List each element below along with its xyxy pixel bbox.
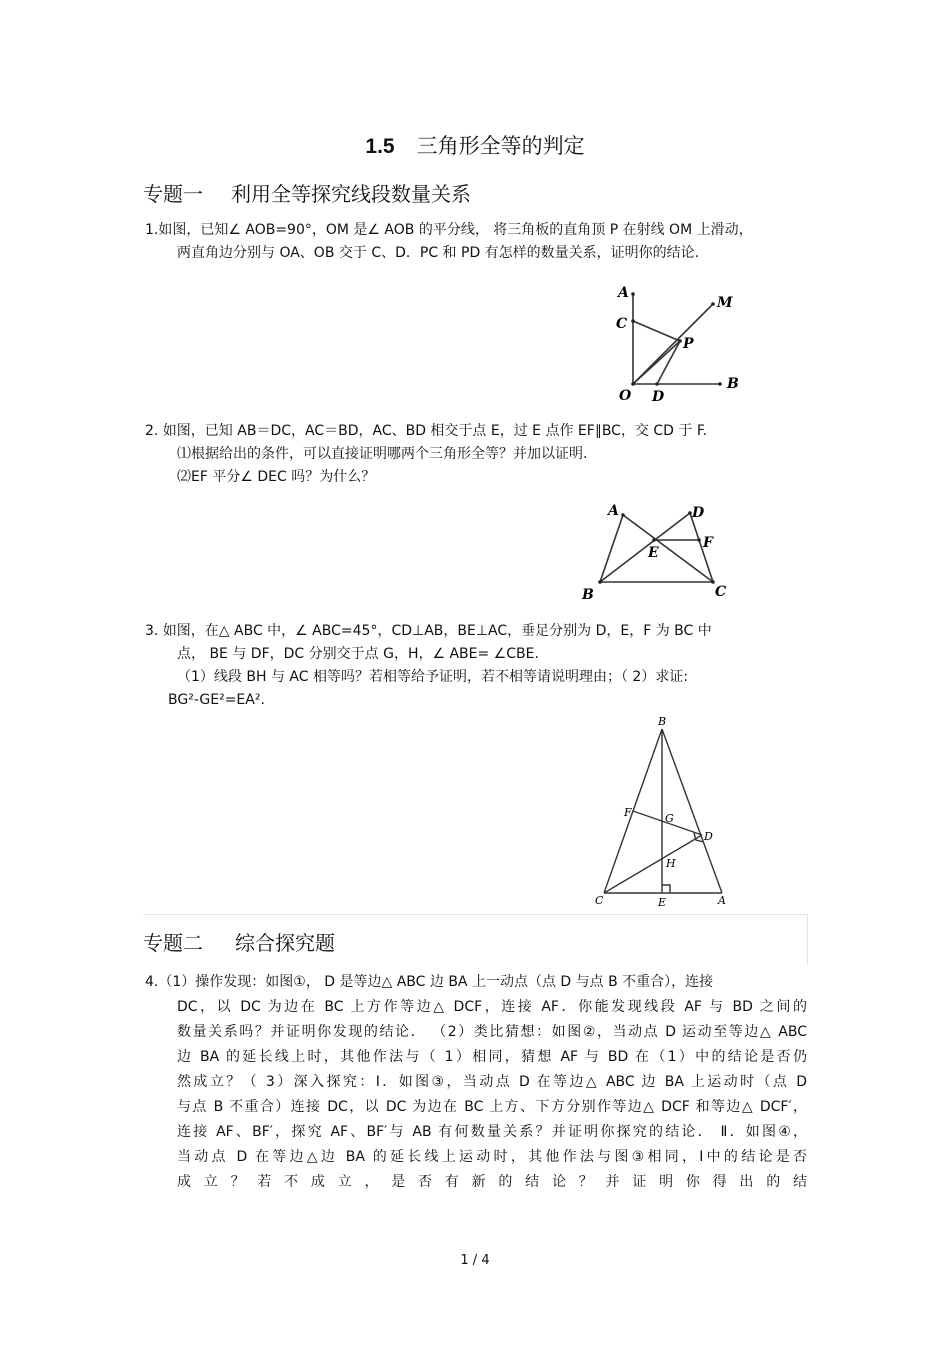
fig3-label-d: D [704, 830, 713, 843]
q4-line8: 当动点 D 在等边△边 BA 的延长线上运动时，其他作法与图③相同，Ⅰ中的结论是否 [177, 1149, 807, 1165]
fig3-label-h: H [666, 857, 676, 870]
fig1-segment-cp [633, 321, 680, 341]
q1-line2: 两直角边分别与 OA、OB 交于 C、D．PC 和 PD 有怎样的数量关系，证明你的结论. [177, 245, 700, 261]
q4-line5: 然成立？（ 3）深入探究：Ⅰ．如图③，当动点 D 在等边△ ABC 边 BA 上运动时（点 D [177, 1074, 807, 1090]
section2-title: 综合探究题 [235, 931, 335, 955]
q4-line9: 成 立 ？ 若 不 成 立 ， 是 否 有 新 的 结 论 ？ 并 证 明 你 得 出 的 结 [177, 1174, 807, 1190]
q3-line4: BG²-GE²=EA². [168, 692, 265, 708]
fig3-label-b: B [658, 715, 667, 728]
fig1-label-c: C [616, 316, 628, 332]
question-1 [145, 219, 807, 265]
title-number: 1.5 [365, 135, 395, 158]
fig2-segment-bd [600, 513, 690, 582]
page-title [0, 130, 950, 160]
fig3-segment-cd [604, 835, 702, 893]
section1-heading [143, 178, 471, 207]
fig1-label-o: O [619, 388, 632, 404]
fig1-label-d: D [652, 389, 665, 405]
q4-line6: 与点 B 不重合）连接 DC，以 DC 为边在 BC 上方、下方分别作等边△ DCF 和等边△ DCF′， [177, 1099, 807, 1115]
fig1-segment-op [633, 341, 680, 384]
question-4 [145, 970, 807, 1195]
fig3-label-f: F [624, 806, 632, 819]
fig2-label-b: B [582, 587, 594, 603]
fig3-label-a: A [718, 894, 726, 907]
q4-line7: 连接 AF、BF′，探究 AF、BF′与 AB 有何数量关系？并证明你探究的结论． Ⅱ．如图④， [177, 1124, 807, 1140]
q4-line1: 4.（1）操作发现：如图①， D 是等边△ ABC 边 BA 上一动点（点 D 与点 B 不重合），连接 [145, 974, 714, 990]
fig1-label-b: B [727, 376, 739, 392]
q3-line3: （1）线段 BH 与 AC 相等吗？若相等给予证明，若不相等请说明理由；（ 2）求证: [177, 669, 689, 685]
fig2-label-a: A [608, 503, 619, 519]
q3-line1: 3. 如图，在△ ABC 中，∠ ABC=45°，CD⊥AB，BE⊥AC，垂足分别为 D，E，F 为 BC 中 [145, 623, 712, 639]
fig2-segment-ac [623, 515, 713, 582]
fig2-segment-ab [600, 515, 623, 582]
fig1-label-p: P [683, 336, 694, 352]
q4-line2: DC，以 DC 为边在 BC 上方作等边△ DCF，连接 AF．你能发现线段 AF 与 BD 之间的 [177, 999, 807, 1015]
fig2-label-c: C [715, 584, 727, 600]
fig2-label-e: E [648, 545, 659, 561]
fig1-label-a: A [618, 285, 629, 301]
question-3 [145, 620, 807, 712]
fig1-label-m: M [717, 295, 733, 311]
fig3-label-c: C [595, 894, 604, 907]
q4-line3: 数量关系吗？并证明你发现的结论． （2）类比猜想：如图②，当动点 D 运动至等边△ ABC [177, 1024, 807, 1040]
figure-3 [590, 715, 740, 915]
fig3-label-g: G [665, 812, 674, 825]
fig2-label-d: D [692, 505, 705, 521]
figure-1 [600, 280, 760, 410]
q2-line1: 2. 如图，已知 AB＝DC，AC＝BD，AC、BD 相交于点 E，过 E 点作 EF∥BC，交 CD 于 F. [145, 423, 708, 439]
question-2 [145, 420, 807, 489]
title-text: 三角形全等的判定 [416, 134, 585, 158]
q1-line1: 1.如图，已知∠ AOB=90°，OM 是∠ AOB 的平分线， 将三角板的直角顶 P 在射线 OM 上滑动， [145, 222, 753, 238]
fig3-label-e: E [658, 896, 667, 909]
q4-line4: 边 BA 的延长线上时，其他作法与（ 1）相同，猜想 AF 与 BD 在（1）中的结论是否仍 [177, 1049, 807, 1065]
q2-line2: ⑴根据给出的条件，可以直接证明哪两个三角形全等？并加以证明. [177, 446, 588, 462]
q3-line2: 点， BE 与 DF，DC 分别交于点 G，H，∠ ABE= ∠CBE. [177, 646, 539, 662]
section2-label: 专题二 [143, 931, 203, 955]
section1-title: 利用全等探究线段数量关系 [231, 182, 471, 206]
section1-label: 专题一 [143, 182, 203, 206]
q2-line3: ⑵EF 平分∠ DEC 吗？为什么？ [177, 469, 376, 485]
fig3-right-angle-e [662, 885, 670, 893]
page-number: 1 / 4 [460, 1253, 490, 1268]
figure-2 [575, 500, 735, 605]
fig2-label-f: F [703, 535, 713, 551]
section2-heading [143, 927, 335, 956]
